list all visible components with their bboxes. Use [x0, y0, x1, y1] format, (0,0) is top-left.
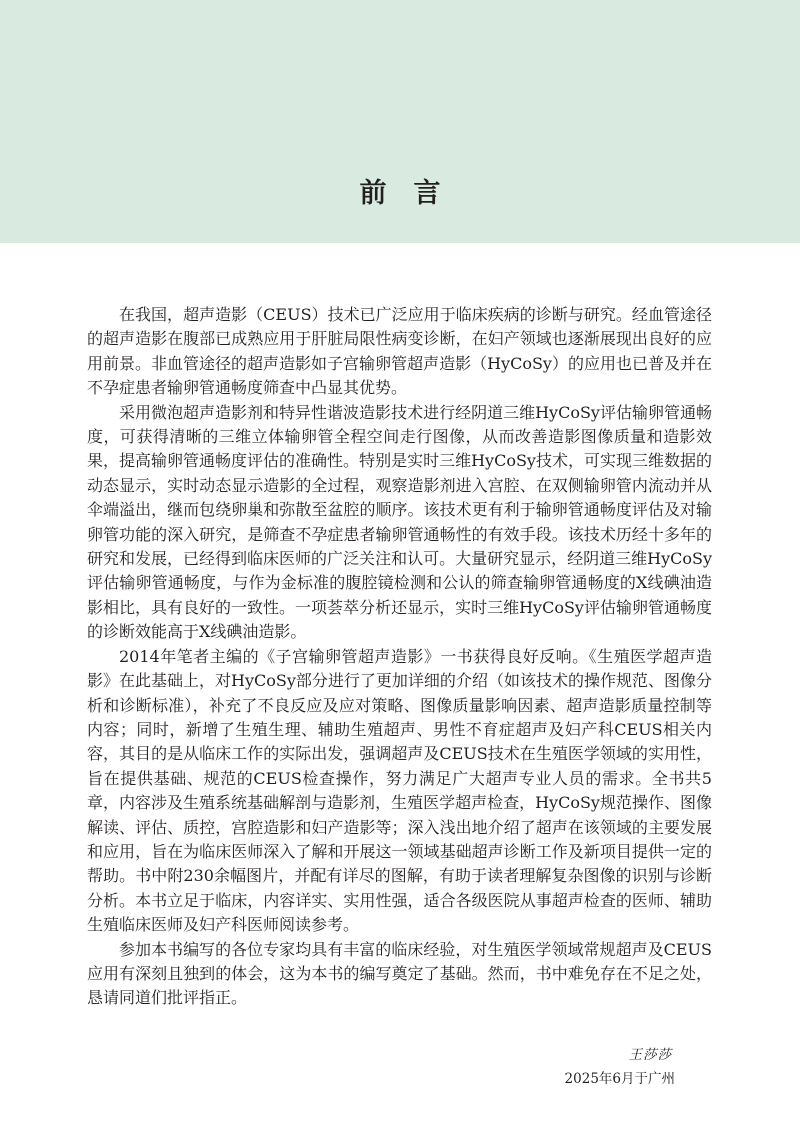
page-title: 前 言 [359, 178, 441, 209]
paragraph-1: 在我国，超声造影（CEUS）技术已广泛应用于临床疾病的诊断与研究。经血管途径的超声造影在腹部已成熟应用于肝脏局限性病变诊断，在妇产领域也逐渐展现出良好的应用前景。非血管途径的超声造影如子宫输卵管超声造影（HyCoSy）的应用也已普及并在不孕症患者输卵管通畅度筛查中凸显其优势。 [87, 305, 712, 398]
paragraph-3: 2014年笔者主编的《子宫输卵管超声造影》一书获得良好反响。《生殖医学超声造影》在此基础上，对HyCoSy部分进行了更加详细的介绍（如该技术的操作规范、图像分析和诊断标准），补充了不良反应及应对策略、图像质量影响因素、超声造影质量控制等内容；同时，新增了生殖生理、辅助生殖超声、男性不育症超声及妇产科CEUS相关内容，其目的是从临床工作的实际出发，强调超声及CEUS技术在生殖医学领域的实用性，旨在提供基础、规范的CEUS检查操作，努力满足广大超声专业人员的需求。全书共5章，内容涉及生殖系统基础解剖与造影剂，生殖医学超声检查，HyCoSy规范操作、图像解读、评估、质控，宫腔造影和妇产造影等；深入浅出地介绍了超声在该领域的主要发展和应用，旨在为临床医师深入了解和开展这一领域基础超声诊断工作及新项目提供一定的帮助。书中附230余幅图片，并配有详尽的图解，有助于读者理解复杂图像的识别与诊断分析。本书立足于临床，内容详实、实用性强，适合各级医院从事超声检查的医师、辅助生殖临床医师及妇产科医师阅读参考。 [87, 646, 712, 935]
date-place: 2025年6月于广州 [564, 1071, 675, 1087]
header-band [0, 0, 800, 243]
author-name: 王莎莎 [628, 1047, 672, 1063]
signature-block [565, 1043, 675, 1091]
paragraph-2: 采用微泡超声造影剂和特异性谐波造影技术进行经阴道三维HyCoSy评估输卵管通畅度，可获得清晰的三维立体输卵管全程空间走行图像，从而改善造影图像质量和造影效果，提高输卵管通畅度评估的准确性。特别是实时三维HyCoSy技术，可实现三维数据的动态显示，实时动态显示造影的全过程，观察造影剂进入宫腔、在双侧输卵管内流动并从伞端溢出，继而包绕卵巢和弥散至盆腔的顺序。该技术更有利于输卵管通畅度评估及对输卵管功能的深入研究，是筛查不孕症患者输卵管通畅性的有效手段。该技术历经十多年的研究和发展，已经得到临床医师的广泛关注和认可。大量研究显示，经阴道三维HyCoSy评估输卵管通畅度，与作为金标准的腹腔镜检测和公认的筛查输卵管通畅度的X线碘油造影相比，具有良好的一致性。一项荟萃分析还显示，实时三维HyCoSy评估输卵管通畅度的诊断效能高于X线碘油造影。 [87, 402, 712, 642]
paragraph-4: 参加本书编写的各位专家均具有丰富的临床经验，对生殖医学领域常规超声及CEUS应用有深刻且独到的体会，这为本书的编写奠定了基础。然而，书中难免存在不足之处，恳请同道们批评指正。 [87, 939, 712, 1008]
preface-body [87, 303, 712, 1011]
